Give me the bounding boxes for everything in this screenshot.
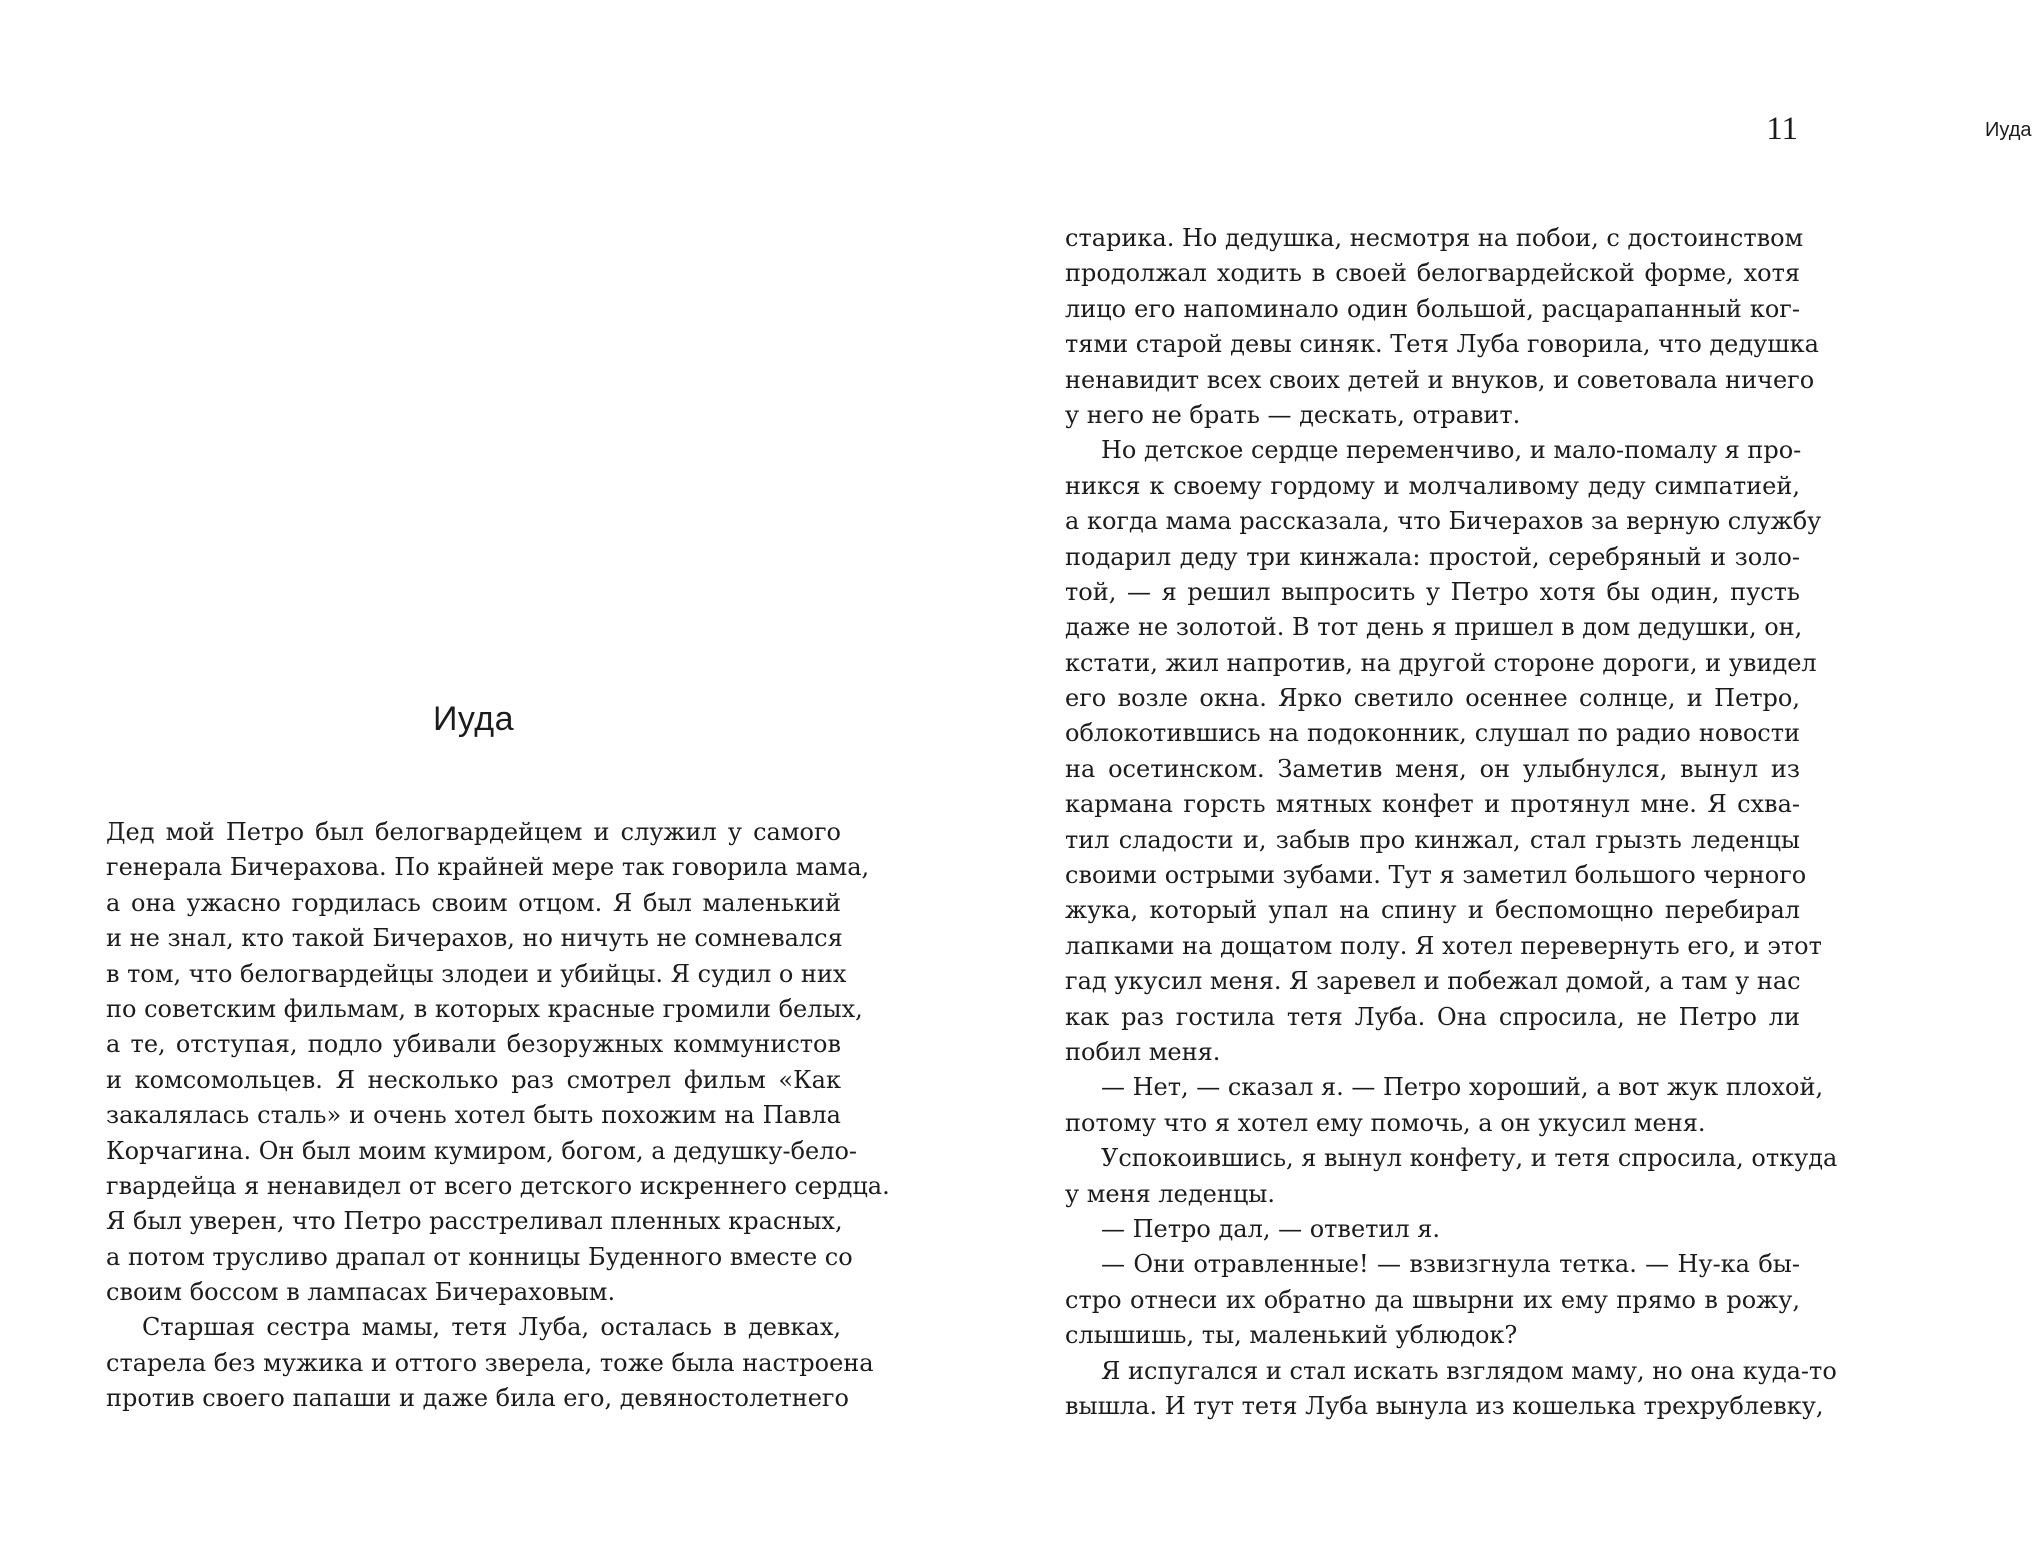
text-line: своими острыми зубами. Тут я заметил большого черного (1065, 861, 1807, 890)
text-line: его возле окна. Ярко светило осеннее солнце, и Петро, (1065, 684, 1800, 713)
text-line: в том, что белогвардейцы злодеи и убийцы. Я судил о них (106, 959, 847, 988)
text-line: и не знал, кто такой Бичерахов, но ничуть не сомневался (106, 924, 843, 953)
text-line: у него не брать — дескать, отравит. (1065, 400, 1521, 429)
left-body-text (106, 815, 890, 1417)
text-line: Старшая сестра мамы, тетя Луба, осталась в девках, (142, 1313, 841, 1342)
text-line: облокотившись на подоконник, слушал по радио новости (1065, 719, 1800, 748)
text-line: гвардейца я ненавидел от всего детского искреннего сердца. (106, 1171, 890, 1200)
right-body-text (1065, 221, 1838, 1424)
left-page (0, 0, 951, 1550)
text-line: даже не золотой. В тот день я пришел в дом дедушки, он, (1065, 613, 1803, 642)
text-line: той, — я решил выпросить у Петро хотя бы один, пусть (1065, 577, 1800, 606)
text-line: а потом трусливо драпал от конницы Буденного вместе со (106, 1242, 853, 1271)
text-line: тями старой девы синяк. Тетя Луба говорила, что дедушка (1065, 330, 1819, 359)
text-line: лапками на дощатом полу. Я хотел перевернуть его, и этот (1065, 931, 1822, 960)
text-line: Я был уверен, что Петро расстреливал пленных красных, (106, 1207, 843, 1236)
text-line: подарил деду три кинжала: простой, серебряный и золо- (1065, 542, 1800, 571)
text-line: ненавидит всех своих детей и внуков, и советовала ничего (1065, 365, 1815, 394)
text-line: генерала Бичерахова. По крайней мере так говорила мама, (106, 853, 870, 882)
chapter-title: Иуда (432, 700, 515, 738)
text-line: Корчагина. Он был моим кумиром, богом, а дедушку-бело- (106, 1136, 858, 1165)
text-line: вышла. И тут тетя Луба вынула из кошелька трехрублевку, (1065, 1391, 1824, 1420)
text-line: побил меня. (1065, 1037, 1221, 1066)
text-line: своим боссом в лампасах Бичераховым. (106, 1278, 616, 1307)
text-line: жука, который упал на спину и беспомощно перебирал (1065, 896, 1800, 925)
text-line: старела без мужика и оттого зверела, тоже была настроена (106, 1348, 874, 1377)
text-line: Но детское сердце переменчиво, и мало-помалу я про- (1101, 436, 1802, 465)
text-line: продолжал ходить в своей белогвардейской форме, хотя (1065, 259, 1800, 288)
page-number: 11 (1766, 111, 1798, 147)
text-line: стро отнеси их обратно да швырни их ему прямо в рожу, (1065, 1285, 1800, 1314)
text-line: гад укусил меня. Я заревел и побежал домой, а там у нас (1065, 967, 1801, 996)
text-line: — Они отравленные! — взвизгнула тетка. — Ну-ка бы- (1101, 1250, 1800, 1279)
text-line: и комсомольцев. Я несколько раз смотрел фильм «Как (106, 1065, 841, 1094)
text-line: закалялась сталь» и очень хотел быть похожим на Павла (106, 1101, 841, 1130)
text-line: лицо его напоминало один большой, расцарапанный ког- (1065, 294, 1800, 323)
running-head: Иуда (1985, 119, 2032, 141)
text-line: у меня леденцы. (1065, 1179, 1275, 1208)
text-line: по советским фильмам, в которых красные громили белых, (106, 994, 863, 1023)
text-line: против своего папаши и даже била его, девяностолетнего (106, 1384, 849, 1413)
text-line: — Петро дал, — ответил я. (1101, 1214, 1441, 1243)
text-line: никся к своему гордому и молчаливому деду симпатией, (1065, 471, 1800, 500)
text-line: на осетинском. Заметив меня, он улыбнулся, вынул из (1065, 754, 1800, 783)
text-line: кармана горсть мятных конфет и протянул мне. Я схва- (1065, 790, 1800, 819)
text-line: слышишь, ты, маленький ублюдок? (1065, 1321, 1518, 1350)
text-line: Успокоившись, я вынул конфету, и тетя спросила, откуда (1101, 1144, 1838, 1173)
text-line: потому что я хотел ему помочь, а он укусил меня. (1065, 1108, 1706, 1137)
text-line: — Нет, — сказал я. — Петро хороший, а вот жук плохой, (1101, 1073, 1824, 1102)
text-line: старика. Но дедушка, несмотря на побои, с достоинством (1065, 224, 1804, 252)
text-line: а те, отступая, подло убивали безоружных коммунистов (106, 1030, 841, 1059)
text-line: а она ужасно гордилась своим отцом. Я был маленький (106, 888, 841, 917)
text-line: Я испугался и стал искать взглядом маму, но она куда-то (1101, 1356, 1837, 1385)
text-line: Дед мой Петро был белогвардейцем и служил у самого (106, 818, 841, 846)
text-line: тил сладости и, забыв про кинжал, стал грызть леденцы (1065, 825, 1800, 854)
text-line: как раз гостила тетя Луба. Она спросила, не Петро ли (1065, 1002, 1800, 1031)
text-line: кстати, жил напротив, на другой стороне дороги, и увидел (1065, 648, 1817, 677)
text-line: а когда мама рассказала, что Бичерахов за верную службу (1065, 507, 1822, 536)
